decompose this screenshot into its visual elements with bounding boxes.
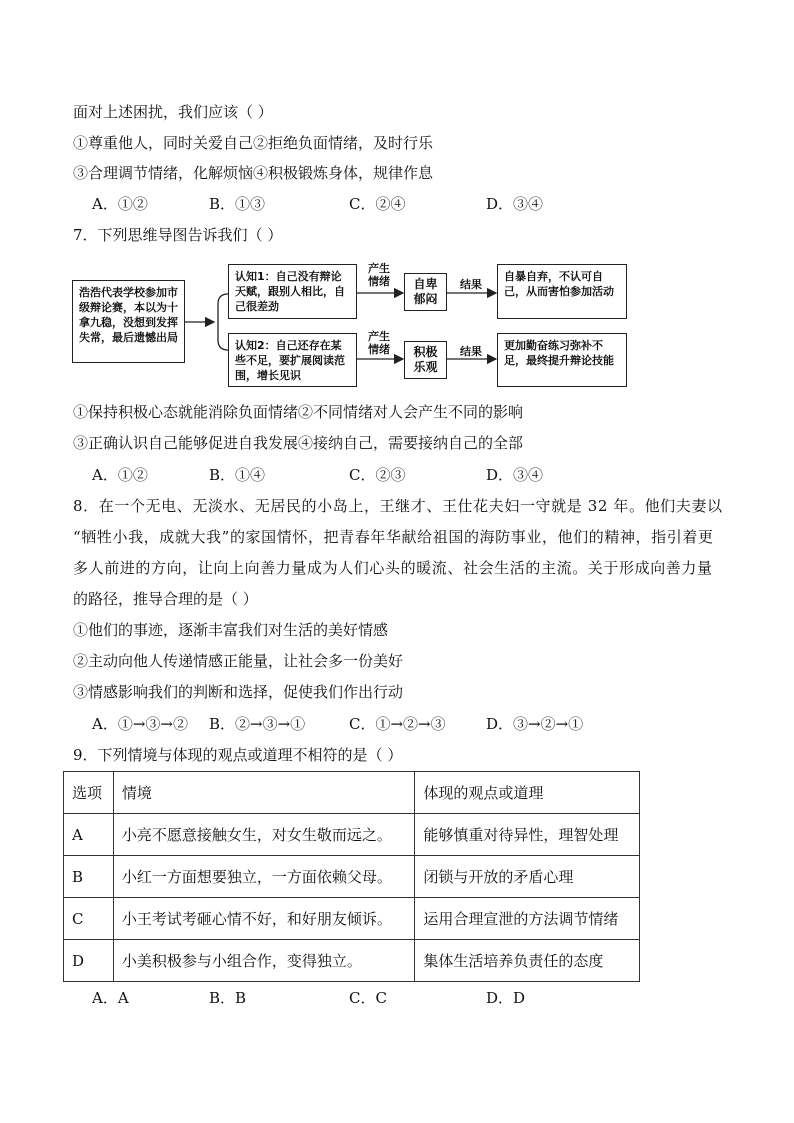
q7-option-a: A．①② xyxy=(92,466,148,484)
table-row xyxy=(64,940,640,982)
table-cell: 能够慎重对待异性，理智处理 xyxy=(415,814,640,856)
mind-map-cognition-1: 认知1：自己没有辩论天赋，跟别人相比，自己很差劲 xyxy=(228,264,357,319)
table-header-cell: 情境 xyxy=(113,772,415,814)
q7-option-b: B．①④ xyxy=(209,466,266,484)
q9-stem: 9．下列情境与体现的观点或道理不相符的是（ ） xyxy=(73,746,403,764)
table-header-row xyxy=(64,772,640,814)
mind-map-emotion-2: 积极乐观 xyxy=(404,341,447,379)
table-header-cell: 体现的观点或道理 xyxy=(415,772,640,814)
q6-option-b: B．①③ xyxy=(209,195,266,213)
q7-option-d: D．③④ xyxy=(486,466,544,484)
q6-stem: 面对上述困扰，我们应该（ ） xyxy=(73,103,273,121)
table-cell: 集体生活培养负责任的态度 xyxy=(415,940,640,982)
q6-option-d: D．③④ xyxy=(486,195,544,213)
q8-line-3: 多人前进的方向，让向上向善力量成为人们心头的暖流、社会生活的主流。关于形成向善力量 xyxy=(73,559,713,577)
table-cell: 运用合理宣泄的方法调节情绪 xyxy=(415,898,640,940)
q9-option-c: C．C xyxy=(349,989,387,1007)
q7-stem: 7．下列思维导图告诉我们（ ） xyxy=(73,226,283,244)
q6-option-c: C．②④ xyxy=(349,195,406,213)
table-cell: 小红一方面想要独立，一方面依赖父母。 xyxy=(113,856,415,898)
q8-statement-1: ①他们的事迹，逐渐丰富我们对生活的美好情感 xyxy=(73,621,389,639)
table-cell: 小美积极参与小组合作，变得独立。 xyxy=(113,940,415,982)
arrow-label-produce-2: 产生情绪 xyxy=(368,330,390,356)
q6-option-a: A．①② xyxy=(92,195,148,213)
q7-statement-2: ③正确认识自己能够促进自我发展④接纳自己，需要接纳自己的全部 xyxy=(73,434,524,452)
q7-option-c: C．②③ xyxy=(349,466,406,484)
arrow-label-produce-1: 产生情绪 xyxy=(368,262,390,288)
mind-map-result-2: 更加勤奋练习弥补不足，最终提升辩论技能 xyxy=(497,333,627,387)
table-cell: D xyxy=(64,940,114,982)
q9-table xyxy=(63,771,640,982)
arrow-label-result-1: 结果 xyxy=(460,278,482,291)
mind-map-result-1: 自暴自弃，不认可自己，从而害怕参加活动 xyxy=(497,264,627,319)
q8-statement-3: ③情感影响我们的判断和选择，促使我们作出行动 xyxy=(73,683,404,701)
q8-option-a: A．①→③→② xyxy=(92,715,188,733)
q8-option-d: D．③→②→① xyxy=(486,715,584,733)
table-row xyxy=(64,898,640,940)
table-cell: A xyxy=(64,814,114,856)
q8-line-4: 的路径，推导合理的是（ ） xyxy=(73,590,258,608)
q6-statement-2: ③合理调节情绪，化解烦恼④积极锻炼身体，规律作息 xyxy=(73,164,434,182)
q9-option-d: D．D xyxy=(486,989,526,1007)
table-header-cell: 选项 xyxy=(64,772,114,814)
mind-map-cognition-2: 认知2：自己还存在某些不足，要扩展阅读范围，增长见识 xyxy=(228,333,357,387)
q8-option-c: C．①→②→③ xyxy=(349,715,446,733)
q7-statement-1: ①保持积极心态就能消除负面情绪②不同情绪对人会产生不同的影响 xyxy=(73,403,524,421)
q6-statement-1: ①尊重他人，同时关爱自己②拒绝负面情绪，及时行乐 xyxy=(73,134,434,152)
q8-line-1: 8．在一个无电、无淡水、无居民的小岛上，王继才、王仕花夫妇一守就是 32 年。他们夫妻以 xyxy=(73,497,723,515)
table-cell: 小王考试考砸心情不好，和好朋友倾诉。 xyxy=(113,898,415,940)
table-cell: 小亮不愿意接触女生，对女生敬而远之。 xyxy=(113,814,415,856)
mind-map-start-box: 浩浩代表学校参加市级辩论赛，本以为十拿九稳，没想到发挥失常，最后遗憾出局 xyxy=(72,280,185,363)
table-cell: B xyxy=(64,856,114,898)
q8-statement-2: ②主动向他人传递情感正能量，让社会多一份美好 xyxy=(73,652,404,670)
q8-option-b: B．②→③→① xyxy=(209,715,306,733)
q8-line-2: “牺牲小我，成就大我”的家国情怀，把青春年华献给祖国的海防事业，他们的精神，指引着更 xyxy=(73,528,714,546)
q9-option-a: A．A xyxy=(92,989,129,1007)
brace-connector xyxy=(218,294,228,350)
table-row xyxy=(64,814,640,856)
mind-map-emotion-1: 自卑郁闷 xyxy=(404,273,447,311)
table-cell: 闭锁与开放的矛盾心理 xyxy=(415,856,640,898)
q9-option-b: B．B xyxy=(209,989,247,1007)
arrow-label-result-2: 结果 xyxy=(460,345,482,358)
table-cell: C xyxy=(64,898,114,940)
table-row xyxy=(64,856,640,898)
